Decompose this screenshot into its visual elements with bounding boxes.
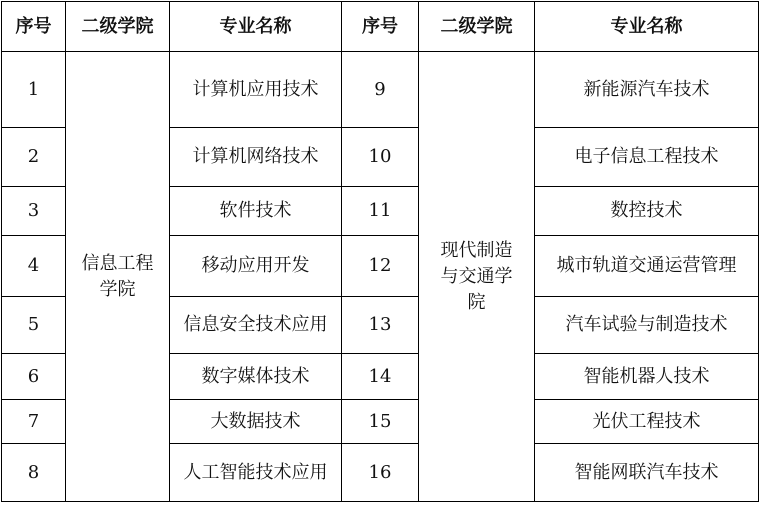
major-cell: 计算机应用技术 xyxy=(170,52,342,128)
college-cell-left xyxy=(66,52,170,502)
major-text-wrapped: 人工智能技术应用 xyxy=(183,461,328,483)
major-cell xyxy=(170,297,342,354)
seq-cell: 12 xyxy=(342,236,419,297)
majors-table xyxy=(1,1,759,502)
seq-cell: 4 xyxy=(2,236,66,297)
college-cell-right xyxy=(419,52,535,502)
seq-cell: 16 xyxy=(342,444,419,502)
major-cell: 汽车试验与制造技术 xyxy=(535,297,759,354)
header-college-left: 二级学院 xyxy=(66,2,170,52)
seq-cell: 10 xyxy=(342,128,419,187)
major-cell: 计算机网络技术 xyxy=(170,128,342,187)
seq-cell: 13 xyxy=(342,297,419,354)
major-cell: 数控技术 xyxy=(535,187,759,236)
table-row xyxy=(2,52,759,128)
college-name-left: 信息工程学院 xyxy=(81,252,154,300)
seq-cell: 6 xyxy=(2,354,66,400)
seq-cell: 8 xyxy=(2,444,66,502)
major-cell: 智能机器人技术 xyxy=(535,354,759,400)
seq-cell: 14 xyxy=(342,354,419,400)
major-cell xyxy=(170,444,342,502)
seq-cell: 7 xyxy=(2,400,66,444)
major-cell: 大数据技术 xyxy=(170,400,342,444)
header-row xyxy=(2,2,759,52)
seq-cell: 9 xyxy=(342,52,419,128)
major-cell: 光伏工程技术 xyxy=(535,400,759,444)
major-cell: 新能源汽车技术 xyxy=(535,52,759,128)
seq-cell: 5 xyxy=(2,297,66,354)
header-seq-left: 序号 xyxy=(2,2,66,52)
header-major-left: 专业名称 xyxy=(170,2,342,52)
header-college-right: 二级学院 xyxy=(419,2,535,52)
major-cell: 软件技术 xyxy=(170,187,342,236)
seq-cell: 2 xyxy=(2,128,66,187)
major-cell: 城市轨道交通运营管理 xyxy=(535,236,759,297)
header-seq-right: 序号 xyxy=(342,2,419,52)
major-cell: 移动应用开发 xyxy=(170,236,342,297)
seq-cell: 3 xyxy=(2,187,66,236)
seq-cell: 15 xyxy=(342,400,419,444)
header-major-right: 专业名称 xyxy=(535,2,759,52)
major-cell: 数字媒体技术 xyxy=(170,354,342,400)
major-text-wrapped: 信息安全技术应用 xyxy=(183,314,328,335)
major-cell: 智能网联汽车技术 xyxy=(535,444,759,502)
college-name-right: 现代制造与交通学院 xyxy=(440,239,513,313)
seq-cell: 1 xyxy=(2,52,66,128)
seq-cell: 11 xyxy=(342,187,419,236)
major-cell: 电子信息工程技术 xyxy=(535,128,759,187)
